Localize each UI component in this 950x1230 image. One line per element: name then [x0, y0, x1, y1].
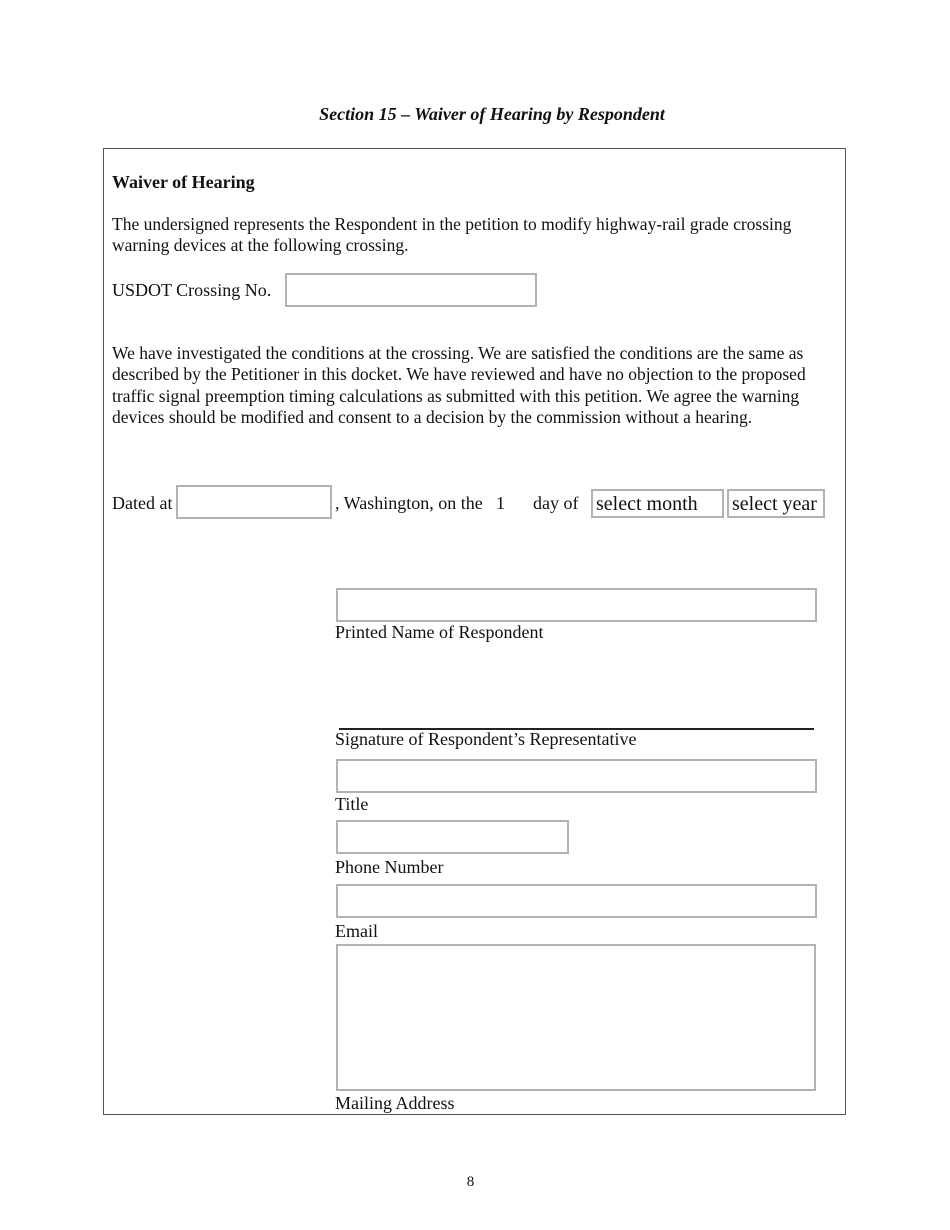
day-input[interactable]: 1 — [496, 493, 505, 513]
title-label: Title — [335, 794, 369, 814]
year-select[interactable]: select year — [727, 489, 825, 518]
mailing-address-textarea[interactable] — [336, 944, 816, 1091]
washington-label: , Washington, on the — [335, 493, 483, 513]
dated-place-input[interactable] — [176, 485, 332, 519]
printed-name-input[interactable] — [336, 588, 817, 622]
section-title: Section 15 – Waiver of Hearing by Respondent — [319, 104, 665, 124]
mailing-address-label: Mailing Address — [335, 1093, 455, 1113]
title-input[interactable] — [336, 759, 817, 793]
page-number: 8 — [466, 1174, 475, 1190]
intro-paragraph: The undersigned represents the Respondent in the petition to modify highway-rail grade crossing warning devices at the following crossing. — [112, 214, 792, 256]
signature-label: Signature of Respondent’s Representative — [335, 729, 637, 749]
email-label: Email — [335, 921, 378, 941]
dated-at-label: Dated at — [112, 493, 173, 513]
crossing-number-label: USDOT Crossing No. — [112, 280, 272, 300]
phone-label: Phone Number — [335, 857, 444, 877]
statement-paragraph: We have investigated the conditions at the crossing. We are satisfied the conditions are the same as described by the Petitioner in this docket. We have reviewed and have no objection to the proposed traffic signal preemption timing calculations as submitted with this petition. We agree the warning devices should be modified and consent to a decision by the commission without a hearing. — [112, 343, 806, 427]
day-of-label: day of — [533, 493, 579, 513]
printed-name-label: Printed Name of Respondent — [335, 622, 544, 642]
email-input[interactable] — [336, 884, 817, 918]
waiver-heading: Waiver of Hearing — [112, 172, 255, 192]
phone-input[interactable] — [336, 820, 569, 854]
month-select[interactable]: select month — [591, 489, 724, 518]
crossing-number-input[interactable] — [285, 273, 537, 307]
